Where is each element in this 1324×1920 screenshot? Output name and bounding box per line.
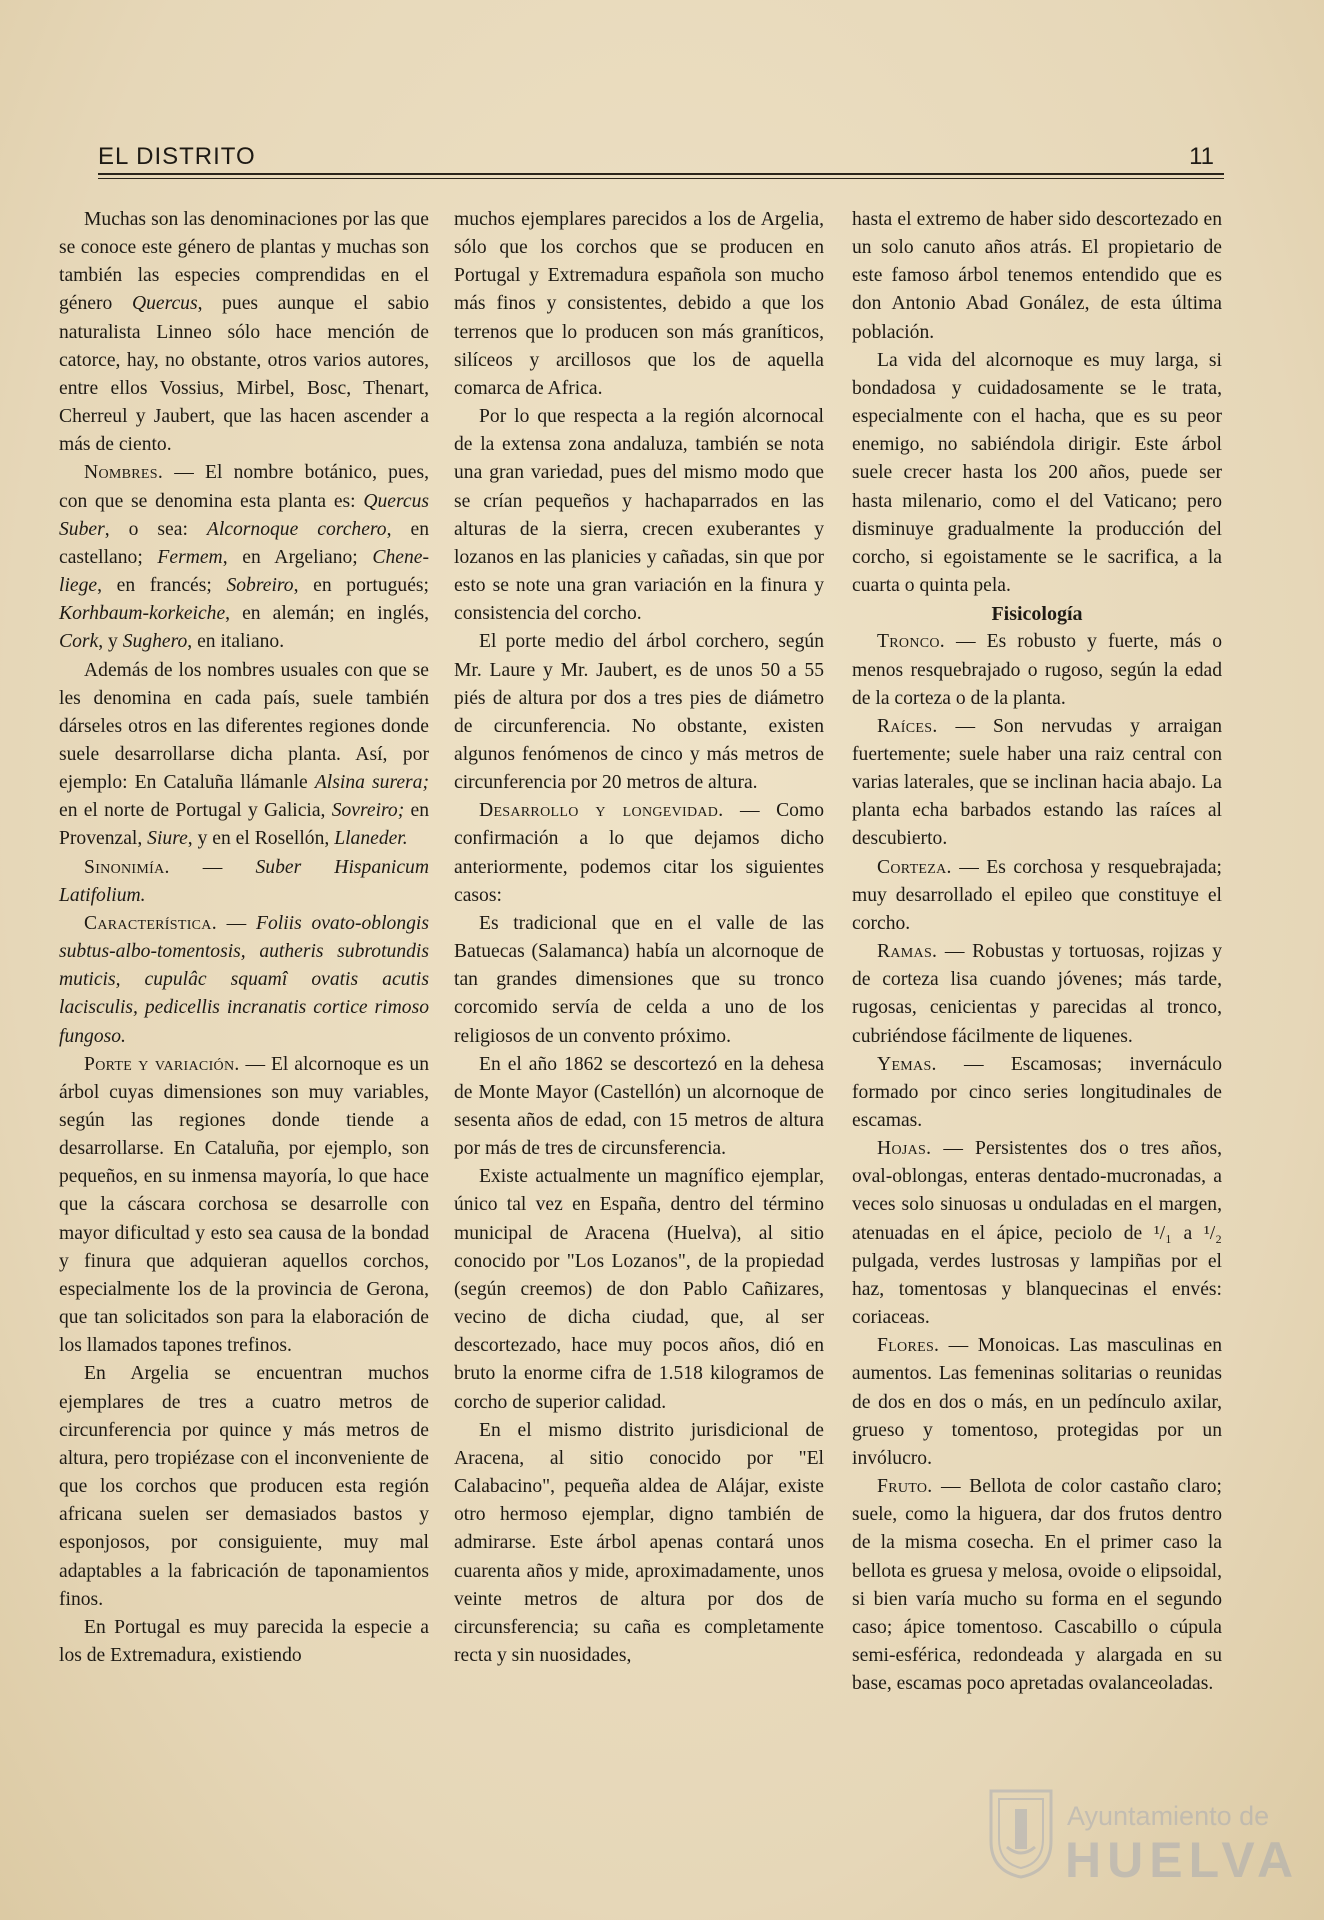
paragraph: En Argelia se encuentran muchos ejemplares de tres a cuatro metros de circunferencia por quince y más metros de altura, pero tropiézase con el inconveniente de que los corchos que producen esta región africana suelen ser demasiados bastos y esponjosos, por consiguiente, muy mal adaptables a la fabricación de taponamientos finos. (59, 1363, 429, 1610)
paragraph-raices: Raíces. — Son nervudas y arraigan fuertemente; suele haber una raiz central con varias laterales, que se inclinan hacia abajo. La planta echa barbados estando las raíces al descubierto. (852, 715, 1222, 850)
section-label: Raíces. (877, 715, 938, 737)
paragraph-porte: Porte y variación. — El alcornoque es un árbol cuyas dimensiones son muy variables, según las regiones donde tiende a desarrollarse. En Cataluña, por ejemplo, son pequeños, en su inmensa mayoría, lo que hace que la cáscara corchosa se desarrolle con mayor dificultad y esto sea causa de la bondad y finura que adquieran aquellos corchos, especialmente los de la provincia de Gerona, que tan solicitados son para la elaboración de los llamados tapones trefinos. (59, 1053, 429, 1357)
paragraph: Además de los nombres usuales con que se les denomina en cada país, suele también dárseles otros en las diferentes regiones donde suele desarrollarse dicha planta. Así, por ejemplo: En Cataluña llámanle Alsina surera; en el norte de Portugal y Galicia, Sovreiro; en Provenzal, Siure, y en el Rosellón, Llaneder. (59, 659, 429, 850)
paragraph: Existe actualmente un magnífico ejemplar, único tal vez en España, dentro del término municipal de Aracena (Huelva), al sitio conocido por "Los Lozanos", de la propiedad (según creemos) de don Pablo Cañizares, vecino de dicha ciudad, que, al ser descortezado, hace muy pocos años, dió en bruto la enorme cifra de 1.518 kilogramos de corcho de superior calidad. (454, 1166, 824, 1413)
paragraph-flores: Flores. — Monoicas. Las masculinas en aumentos. Las femeninas solitarias o reunidas de dos en dos o más, en un pedínculo axilar, grueso y tomentoso, protegidas por un invólucro. (852, 1335, 1222, 1469)
section-label: Flores. (877, 1335, 940, 1357)
paragraph: En el mismo distrito jurisdicional de Aracena, al sitio conocido por "El Calabacino", pequeña aldea de Alájar, existe otro hermoso ejemplar, digno también de admirarse. Este árbol apenas contará unos cuarenta años y mide, aproximadamente, unos veinte metros de altura por dos de circunsferencia; su caña es completamente recta y sin nuosidades, (454, 1419, 824, 1666)
header-rule (98, 173, 1224, 175)
paragraph-fruto: Fruto. — Bellota de color castaño claro; suele, como la higuera, dar dos frutos dentro de la misma cosecha. En el primer caso la bellota es gruesa y melosa, ovoide o elipsoidal, si bien varía mucho su forma en el segundo caso; ápice tomentoso. Cascabillo o cúpula semi-esférica, redondeada y alargada en su base, escamas poco apretadas ovalanceoladas. (852, 1476, 1222, 1695)
section-label: Característica. (84, 912, 217, 934)
section-label: Corteza. (877, 856, 952, 878)
section-label: Porte y variación. (84, 1053, 240, 1075)
watermark-line-2: HUELVA (1065, 1832, 1300, 1888)
section-label: Yemas. (877, 1053, 937, 1075)
section-label: Ramas. (877, 941, 938, 963)
paragraph-desarrollo: Desarrollo y longevidad. — Como confirmación a lo que dejamos dicho anteriormente, podemos citar los siguientes casos: (454, 800, 824, 906)
paragraph: Por lo que respecta a la región alcornocal de la extensa zona andaluza, también se nota una gran variedad, pues del mismo modo que se crían pequeños y hachaparrados en las alturas de la sierra, crecen exuberantes y lozanos en las planicies y cañadas, sin que por esto se note una gran variación en la finura y consistencia del corcho. (454, 406, 824, 625)
paragraph-nombres: Nombres. — El nombre botánico, pues, con que se denomina esta planta es: Quercus Suber, o sea: Alcornoque corchero, en castellano; Fermem, en Argeliano; Chene-liege, en francés; Sobreiro, en portugués; Korhbaum-korkeiche, en alemán; en inglés, Cork, y Sughero, en italiano. (59, 462, 429, 653)
column-1 (59, 206, 429, 1670)
paragraph-tronco: Tronco. — Es robusto y fuerte, más o menos resquebrajado o rugoso, según la edad de la corteza o de la planta. (852, 631, 1222, 709)
section-label: Tronco. (877, 631, 945, 653)
paragraph-ramas: Ramas. — Robustas y tortuosas, rojizas y de corteza lisa cuando jóvenes; más tarde, rugosas, cenicientas y parecidas al tronco, cubriéndose fácilmente de liquenes. (852, 941, 1222, 1047)
paragraph: El porte medio del árbol corchero, según Mr. Laure y Mr. Jaubert, es de unos 50 a 55 piés de altura por dos a tres pies de diámetro de circunferencia. No obstante, existen algunos fenómenos de cinco y más metros de circunferencia por 20 metros de altura. (454, 631, 824, 794)
coat-of-arms-icon (985, 1785, 1057, 1881)
section-label: Hojas. (877, 1138, 932, 1160)
paragraph: En Portugal es muy parecida la especie a los de Extremadura, existiendo (59, 1616, 429, 1666)
section-label: Nombres. (84, 462, 164, 484)
paragraph-sinonimia: Sinonimía. — Suber Hispanicum Latifolium. (59, 856, 430, 906)
paragraph-caracteristica: Característica. — Foliis ovato-oblongis subtus-albo-tomentosis, autheris subrotundis muticis, cupulâc squamî ovatis acutis lacisculis, pedicellis incranatis cortice rimoso fungoso. (59, 912, 429, 1047)
paragraph: Es tradicional que en el valle de las Batuecas (Salamanca) había un alcornoque de tan grandes dimensiones que su tronco corcomido servía de celda a uno de los religiosos de un convento próximo. (454, 912, 824, 1047)
page-number: 11 (1189, 143, 1214, 170)
archive-watermark (985, 1785, 1300, 1888)
column-3 (852, 206, 1222, 1698)
paragraph: En el año 1862 se descortezó en la dehesa de Monte Mayor (Castellón) un alcornoque de sesenta años de edad, con 15 metros de altura por más de tres de circunsferencia. (454, 1053, 824, 1160)
section-heading-fisicologia: Fisicología (991, 603, 1083, 626)
paragraph-corteza: Corteza. — Es corchosa y resquebrajada; muy desarrollado el epileo que constituye el corcho. (852, 856, 1222, 934)
watermark-line-1: Ayuntamiento de (1067, 1801, 1270, 1831)
section-label: Fruto. (877, 1476, 933, 1498)
header-rule-thin (98, 178, 1224, 179)
paragraph: Muchas son las denominaciones por las que se conoce este género de plantas y muchas son también las especies comprendidas en el género Quercus, pues aunque el sabio naturalista Linneo sólo hace mención de catorce, hay, no obstante, otros varios autores, entre ellos Vossius, Mirbel, Bosc, Thenart, Cherreul y Jaubert, que las hacen ascender a más de ciento. (59, 209, 429, 456)
column-2 (454, 206, 824, 1670)
masthead-title: EL DISTRITO (98, 143, 256, 170)
paragraph-yemas: Yemas. — Escamosas; invernáculo formado por cinco series longitudinales de escamas. (852, 1053, 1222, 1131)
section-label: Sinonimía. (84, 856, 170, 878)
paragraph: La vida del alcornoque es muy larga, si bondadosa y cuidadosamente se le trata, especialmente con el hacha, que es su peor enemigo, no sabiéndola dirigir. Este árbol suele crecer hasta los 200 años, puede ser hasta milenario, como el del Vaticano; pero disminuye gradualmente la producción del corcho, si egoistamente se le sacrifica, a la cuarta o quinta pela. (852, 349, 1222, 597)
paragraph: hasta el extremo de haber sido descortezado en un solo canuto años atrás. El propietario de este famoso árbol tenemos entendido que es don Antonio Abad Gonález, de esta última población. (852, 209, 1222, 343)
paragraph: muchos ejemplares parecidos a los de Argelia, sólo que los corchos que se producen en Portugal y Extremadura española son mucho más finos y consistentes, debido a que los terrenos que lo producen son más graníticos, silíceos y arcillosos que los de aquella comarca de Africa. (454, 209, 824, 399)
section-label: Desarrollo y longevidad. (479, 800, 724, 822)
paragraph-hojas: Hojas. — Persistentes dos o tres años, oval-oblongas, enteras dentado-mucronadas, a veces solo sinuosas u onduladas en el margen, atenuadas en el ápice, peciolo de ¹/₁ a ¹/₂ pulgada, verdes lustrosas y lampiñas por el haz, tomentosas y blanquecinas el envés: coriaceas. (852, 1138, 1222, 1329)
